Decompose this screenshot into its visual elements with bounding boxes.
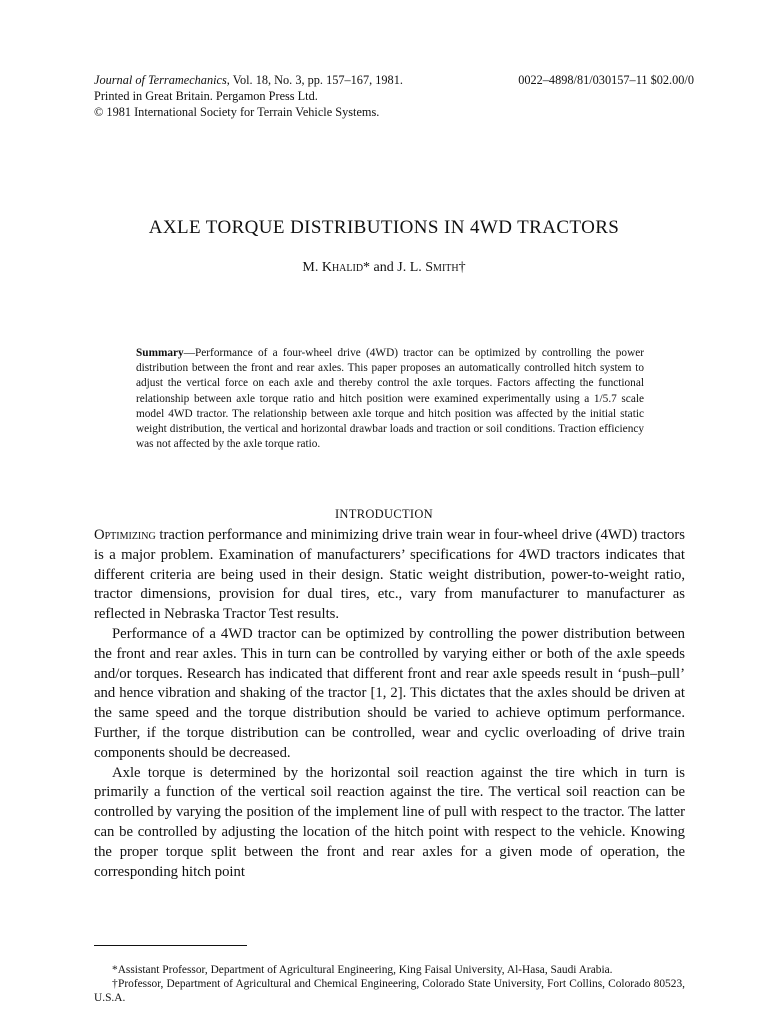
footnote-2: †Professor, Department of Agricultural and Chemical Engineering, Colorado State University, Fort Collins, Colorado 80523, U.S.A.: [94, 978, 685, 1004]
copyright-line: © 1981 International Society for Terrain Vehicle Systems.: [94, 105, 380, 119]
intro-paragraph-2: Performance of a 4WD tractor can be optimized by controlling the power distribution between the front and rear axles. This in turn can be controlled by varying either or both of the axle speeds and/or torques. Research has indicated that different front and rear axle speeds result in ‘push–pull’ and hence vibration and shaking of the tractor [1, 2]. This dictates that the axles should be driven at the same speed and the torque distribution should be varied to achieve optimum performance. Further, if the torque distribution can be controlled, wear and cyclic overloading of drive train components should be decreased.: [94, 625, 685, 761]
citation-line: [94, 72, 403, 88]
footnote-divider: [94, 945, 247, 946]
summary-abstract: [136, 346, 644, 452]
citation-details: , Vol. 18, No. 3, pp. 157–167, 1981.: [226, 73, 403, 87]
summary-text: —Performance of a four-wheel drive (4WD) tractor can be optimized by controlling the power distribution between the front and rear axles. This paper proposes an automatically controlled hitch system to adjust the vertical force on each axle and thereby control the axle torques. Factors affecting the functional relationship between axle torque ratio and hitch position were examined experimentally using a 1/5.7 scale model 4WD tractor. The relationship between axle torque and hitch position was affected by the initial static weight distribution, the vertical and horizontal drawbar loads and traction or soil conditions. Traction efficiency was not affected by the axle torque ratio.: [136, 347, 644, 451]
footnotes: [94, 963, 685, 1005]
citation-row: [94, 72, 694, 88]
author2-surname: Smith: [425, 260, 459, 275]
footnote-1: *Assistant Professor, Department of Agricultural Engineering, King Faisal University, Al-Hasa, Saudi Arabia.: [112, 964, 613, 976]
author-line: [0, 260, 768, 276]
summary-label: Summary: [136, 347, 184, 359]
intro-lead-word: Optimizing: [94, 527, 156, 543]
article-code: 0022–4898/81/030157–11 $02.00/0: [518, 73, 694, 87]
author1-surname: Khalid: [321, 260, 364, 275]
introduction-heading: INTRODUCTION: [334, 507, 434, 521]
introduction-body: [94, 526, 685, 882]
journal-name: Journal of Terramechanics: [94, 73, 227, 87]
intro-paragraph-3: Axle torque is determined by the horizontal soil reaction against the tire which in turn is primarily a function of the vertical soil reaction against the tire. The vertical soil reaction can be controlled by varying the position of the implement line of pull with respect to the tractor. The latter can be controlled by adjusting the location of the hitch point with respect to the vehicle. Knowing the proper torque split between the front and rear axles for a given mode of operation, the corresponding hitch point: [94, 764, 685, 880]
printed-line: Printed in Great Britain. Pergamon Press Ltd.: [94, 89, 318, 103]
journal-header: [94, 72, 694, 120]
author2-mark: †: [458, 260, 466, 275]
author-separator: * and J. L.: [363, 260, 426, 275]
author1-initials: M.: [302, 260, 322, 275]
paper-title: AXLE TORQUE DISTRIBUTIONS IN 4WD TRACTORS: [148, 217, 620, 238]
intro-paragraph-1: [94, 526, 685, 625]
intro-paragraph-1-text: traction performance and minimizing drive train wear in four-wheel drive (4WD) tractors is a major problem. Examination of manufacturers’ specifications for 4WD tractors indicates that different criteria are being used in their design. Static weight distribution, power-to-weight ratio, tractor dimensions, provision for dual tires, etc., vary from manufacturer to manufacturer as reflected in Nebraska Tractor Test results.: [94, 527, 685, 623]
